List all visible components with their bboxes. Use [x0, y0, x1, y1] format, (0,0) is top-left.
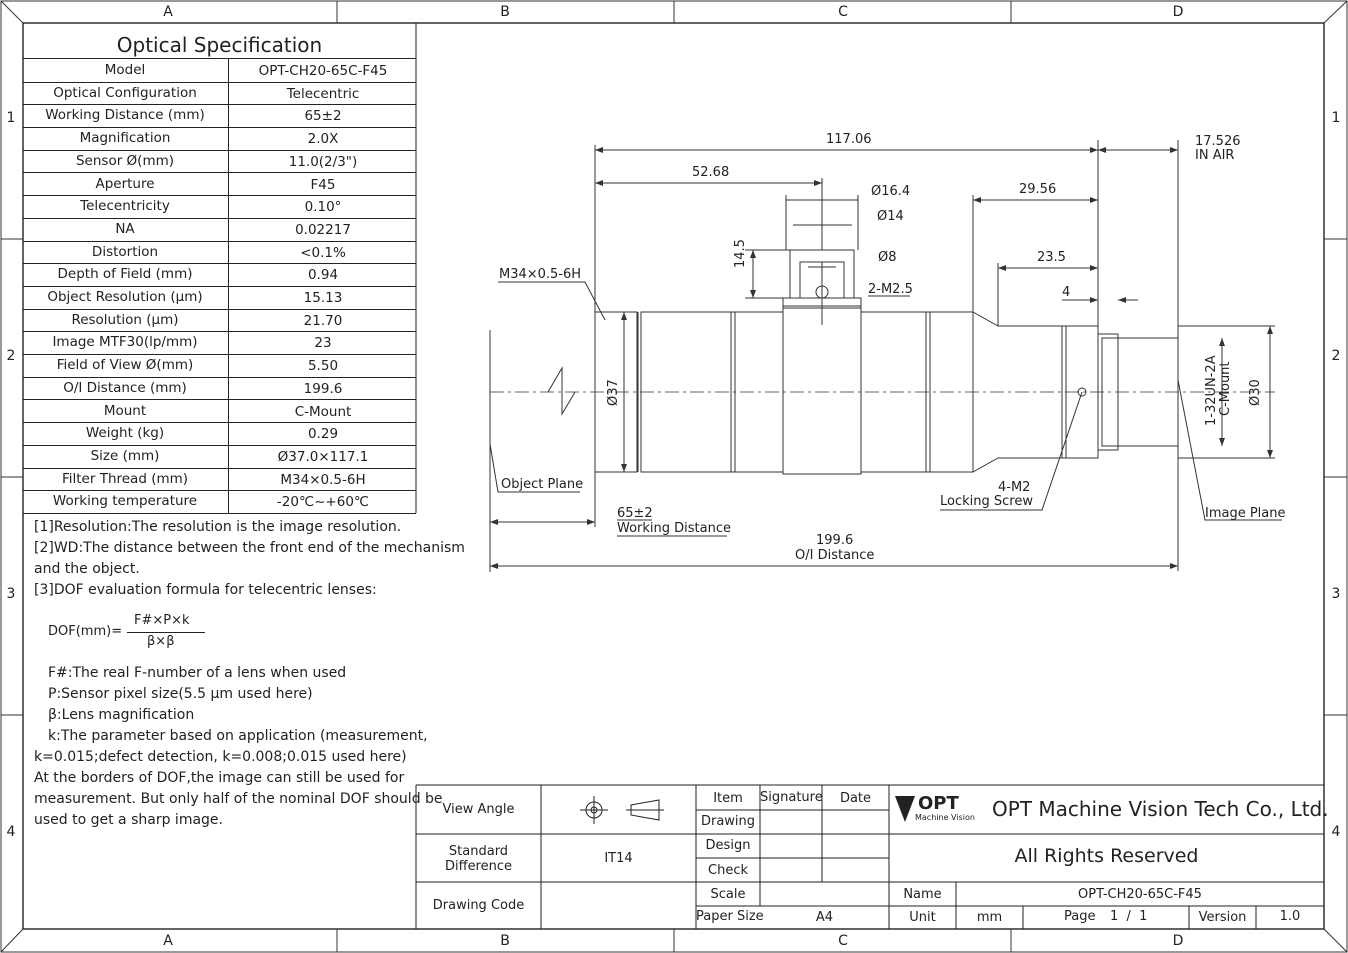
spec-row [23, 309, 416, 333]
note-mag: β:Lens magnification [48, 707, 195, 723]
spec-value: 199.6 [228, 377, 417, 400]
spec-row [23, 263, 416, 287]
spec-row [23, 173, 416, 197]
label-thread: 1-32UN-2A [1204, 355, 1219, 426]
spec-value: -20℃~+60℃ [228, 490, 417, 513]
spec-key: Telecentricity [80, 198, 170, 215]
dim-dia-37: Ø37 [606, 379, 621, 406]
spec-key: Mount [103, 402, 147, 419]
spec-value: F45 [228, 173, 417, 196]
formula-numerator: F#×P×k [134, 613, 190, 628]
row-label-1-right: 1 [1331, 110, 1341, 126]
spec-row [23, 490, 416, 514]
dim-17: 17.526 [1195, 134, 1241, 149]
spec-value: 11.0(2/3") [228, 150, 417, 173]
label-oi-distance: O/I Distance [795, 548, 875, 563]
formula-bar [127, 632, 205, 633]
spec-key: Image MTF30(lp/mm) [52, 334, 198, 351]
tb-drawing: Drawing [700, 814, 756, 829]
row-label-4: 4 [6, 824, 16, 840]
spec-value: 0.02217 [228, 218, 417, 241]
spec-key: Resolution (μm) [71, 311, 179, 328]
tb-paper-value: A4 [815, 910, 834, 925]
tb-design: Design [705, 838, 751, 853]
row-label-4-right: 4 [1331, 824, 1341, 840]
label-4-m2: 4-M2 [998, 480, 1031, 495]
col-label-b: B [500, 4, 510, 20]
tb-check: Check [708, 863, 748, 878]
spec-row [23, 400, 416, 424]
tb-tolerance: IT14 [604, 851, 633, 866]
spec-value: 15.13 [228, 286, 417, 309]
col-label-d: D [1172, 4, 1184, 20]
spec-row [23, 59, 416, 83]
row-label-1: 1 [6, 110, 16, 126]
spec-key: NA [115, 220, 135, 237]
spec-value: 2.0X [228, 127, 417, 150]
note-fnum: F#:The real F-number of a lens when used [48, 665, 347, 681]
dim-199: 199.6 [816, 533, 854, 548]
tb-date: Date [839, 791, 872, 806]
label-in-air: IN AIR [1195, 148, 1235, 163]
spec-row [23, 468, 416, 492]
spec-key: Object Resolution (μm) [47, 289, 203, 305]
label-cmount: C-Mount [1218, 361, 1233, 416]
label-m34: M34×0.5-6H [499, 267, 582, 282]
tb-scale: Scale [710, 887, 746, 902]
dim-dia-14: Ø14 [877, 209, 904, 224]
label-m25: 2-M2.5 [868, 282, 913, 297]
spec-key: Size (mm) [90, 447, 160, 464]
note-pixel: P:Sensor pixel size(5.5 μm used here) [48, 686, 313, 702]
spec-value: 65±2 [228, 104, 417, 127]
spec-value: OPT-CH20-65C-F45 [228, 59, 417, 82]
formula-left: DOF(mm)= [48, 624, 123, 639]
spec-key: Distortion [91, 243, 159, 260]
spec-value: 21.70 [228, 309, 417, 332]
spec-value: Ø37.0×117.1 [228, 445, 417, 468]
logo-text: OPT [918, 793, 959, 814]
tb-signature: Signature [760, 790, 823, 805]
spec-value: M34×0.5-6H [228, 468, 417, 491]
spec-row [23, 150, 416, 174]
dim-23: 23.5 [1037, 250, 1066, 265]
dim-dia-8: Ø8 [878, 250, 897, 265]
row-label-2-right: 2 [1331, 348, 1341, 364]
label-image-plane: Image Plane [1205, 506, 1286, 521]
spec-key: Optical Configuration [53, 84, 197, 101]
tb-unit-value: mm [976, 910, 1003, 925]
spec-row [23, 354, 416, 378]
spec-key: O/I Distance (mm) [63, 379, 187, 396]
spec-value: 5.50 [228, 354, 417, 377]
spec-value: <0.1% [228, 241, 417, 264]
spec-key: Depth of Field (mm) [57, 266, 193, 283]
spec-key: Magnification [79, 130, 171, 147]
all-rights-reserved: All Rights Reserved [1014, 845, 1199, 867]
logo-subtitle: Machine Vision [915, 813, 975, 822]
tb-view-angle: View Angle [442, 802, 515, 817]
dim-29: 29.56 [1019, 182, 1057, 197]
tb-drawing-code: Drawing Code [432, 898, 525, 913]
spec-key: Field of View Ø(mm) [56, 357, 194, 374]
spec-row [23, 445, 416, 469]
note-measurement: measurement. But only half of the nominal DOF should be [34, 791, 443, 807]
tb-difference: Difference [444, 859, 513, 874]
spec-key: Model [104, 62, 146, 78]
col-label-c-bottom: C [838, 933, 848, 949]
row-label-3-right: 3 [1331, 586, 1341, 602]
spec-row [23, 286, 416, 310]
spec-value: 23 [228, 331, 417, 354]
spec-row [23, 331, 416, 355]
dim-117: 117.06 [826, 132, 872, 147]
spec-value: 0.29 [228, 422, 417, 445]
spec-key: Filter Thread (mm) [61, 470, 189, 487]
tb-item: Item [713, 791, 743, 806]
spec-row [23, 127, 416, 151]
spec-title: Optical Specification [23, 23, 416, 59]
dim-52: 52.68 [692, 165, 730, 180]
spec-row [23, 104, 416, 128]
note-dof: [3]DOF evaluation formula for telecentric lenses: [34, 582, 377, 598]
spec-row [23, 422, 416, 446]
company-name: OPT Machine Vision Tech Co., Ltd. [992, 797, 1329, 821]
spec-value: 0.94 [228, 263, 417, 286]
tb-name-value: OPT-CH20-65C-F45 [1078, 887, 1202, 902]
tb-unit: Unit [909, 910, 936, 925]
note-resolution: [1]Resolution:The resolution is the image resolution. [34, 519, 402, 535]
row-label-3: 3 [6, 586, 16, 602]
note-k: k:The parameter based on application (measurement, [48, 728, 428, 744]
note-wd-cont: and the object. [34, 561, 140, 577]
tb-paper-size: Paper Size [696, 909, 764, 924]
label-object-plane: Object Plane [501, 477, 584, 492]
note-sharp: used to get a sharp image. [34, 812, 223, 828]
spec-row [23, 195, 416, 219]
spec-key: Weight (kg) [85, 425, 165, 442]
spec-value: 0.10° [228, 195, 417, 218]
row-label-2: 2 [6, 348, 16, 364]
label-locking-screw: Locking Screw [940, 494, 1033, 509]
col-label-a: A [163, 4, 173, 20]
tb-page: Page [1064, 909, 1096, 924]
tb-standard: Standard [448, 844, 509, 859]
spec-key: Aperture [95, 175, 155, 192]
label-working-distance: Working Distance [617, 521, 731, 536]
spec-row [23, 377, 416, 401]
label-wd-value: 65±2 [617, 506, 653, 521]
tb-version-value: 1.0 [1279, 909, 1301, 924]
spec-row [23, 82, 416, 106]
spec-key: Sensor Ø(mm) [75, 152, 175, 169]
tb-page-value: 1 / 1 [1110, 909, 1148, 924]
dim-4: 4 [1062, 285, 1071, 300]
spec-key: Working temperature [52, 493, 198, 510]
spec-row [23, 241, 416, 265]
col-label-b-bottom: B [500, 933, 510, 949]
tb-name: Name [903, 887, 942, 902]
dim-dia-16: Ø16.4 [871, 184, 911, 199]
col-label-c: C [838, 4, 848, 20]
note-k-values: k=0.015;defect detection, k=0.008;0.015 used here) [34, 749, 407, 765]
note-wd: [2]WD:The distance between the front end of the mechanism [34, 540, 465, 556]
col-label-d-bottom: D [1172, 933, 1184, 949]
dim-dia-30: Ø30 [1248, 379, 1263, 406]
col-label-a-bottom: A [163, 933, 173, 949]
dim-14-5: 14.5 [733, 239, 748, 268]
spec-row [23, 218, 416, 242]
note-borders: At the borders of DOF,the image can still be used for [34, 770, 405, 786]
spec-key: Working Distance (mm) [45, 107, 205, 124]
spec-value: Telecentric [228, 82, 417, 105]
spec-divider [23, 513, 416, 514]
logo-mark [895, 796, 915, 822]
tb-version: Version [1198, 910, 1247, 925]
spec-value: C-Mount [228, 400, 417, 423]
formula-denominator: β×β [147, 634, 175, 649]
